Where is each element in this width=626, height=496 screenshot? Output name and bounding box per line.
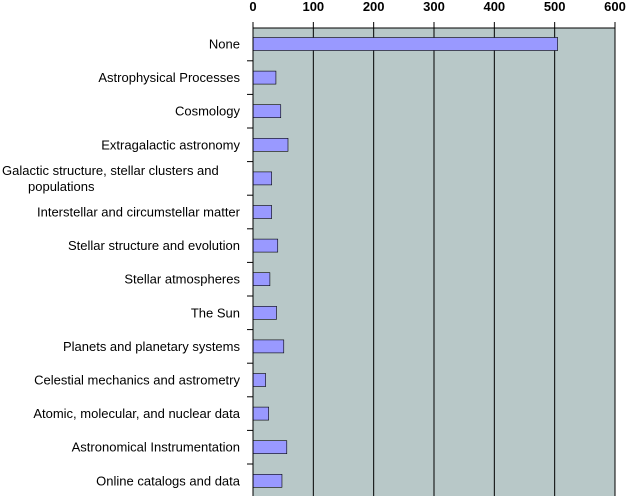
category-label-line: Stellar atmospheres xyxy=(124,271,240,287)
category-label-line: Atomic, molecular, and nuclear data xyxy=(33,406,240,422)
bar xyxy=(253,206,272,219)
bar xyxy=(253,71,276,84)
x-tick-label: 100 xyxy=(302,0,325,14)
category-label xyxy=(2,163,219,194)
category-label-line: Galactic structure, stellar clusters and xyxy=(2,162,219,178)
category-label xyxy=(33,406,240,421)
x-tick-label: 600 xyxy=(604,0,626,14)
category-label-line: Celestial mechanics and astrometry xyxy=(34,372,240,388)
bar xyxy=(253,38,558,51)
bar xyxy=(253,441,287,454)
x-tick-label: 300 xyxy=(423,0,445,14)
category-label-line: None xyxy=(208,36,240,52)
bar xyxy=(253,374,266,387)
category-label xyxy=(96,473,241,488)
category-labels xyxy=(2,37,241,489)
category-label-line: Astronomical Instrumentation xyxy=(71,439,240,455)
category-label xyxy=(209,37,240,52)
category-label-line: Online catalogs and data xyxy=(96,473,240,489)
x-tick-label: 200 xyxy=(362,0,385,14)
category-label xyxy=(68,238,240,253)
category-label xyxy=(98,70,240,85)
category-label xyxy=(34,373,240,388)
category-label xyxy=(191,305,240,320)
x-tick-labels xyxy=(249,0,625,28)
category-label xyxy=(124,272,240,287)
category-label-line: Interstellar and circumstellar matter xyxy=(36,204,240,220)
x-tick-label: 0 xyxy=(249,0,257,14)
bar xyxy=(253,138,288,151)
category-label-line: Stellar structure and evolution xyxy=(68,238,240,254)
bar xyxy=(253,407,269,420)
category-label xyxy=(101,137,240,152)
category-label xyxy=(175,104,241,119)
category-label-line: Planets and planetary systems xyxy=(62,338,240,354)
bar xyxy=(253,273,270,286)
category-label xyxy=(37,205,241,220)
category-label xyxy=(63,339,241,354)
bar xyxy=(253,239,278,252)
category-label-line: Extragalactic astronomy xyxy=(101,137,240,153)
bar xyxy=(253,306,277,319)
category-label-line: The Sun xyxy=(190,305,240,321)
category-label-line: Astrophysical Processes xyxy=(98,70,240,86)
category-label-line: Cosmology xyxy=(174,103,240,119)
bar xyxy=(253,105,281,118)
x-tick-label: 400 xyxy=(483,0,506,14)
category-label xyxy=(72,440,240,455)
category-label-line: populations xyxy=(28,178,95,194)
bar xyxy=(253,474,282,487)
x-tick-label: 500 xyxy=(543,0,566,14)
bar xyxy=(253,172,272,185)
bar xyxy=(253,340,284,353)
